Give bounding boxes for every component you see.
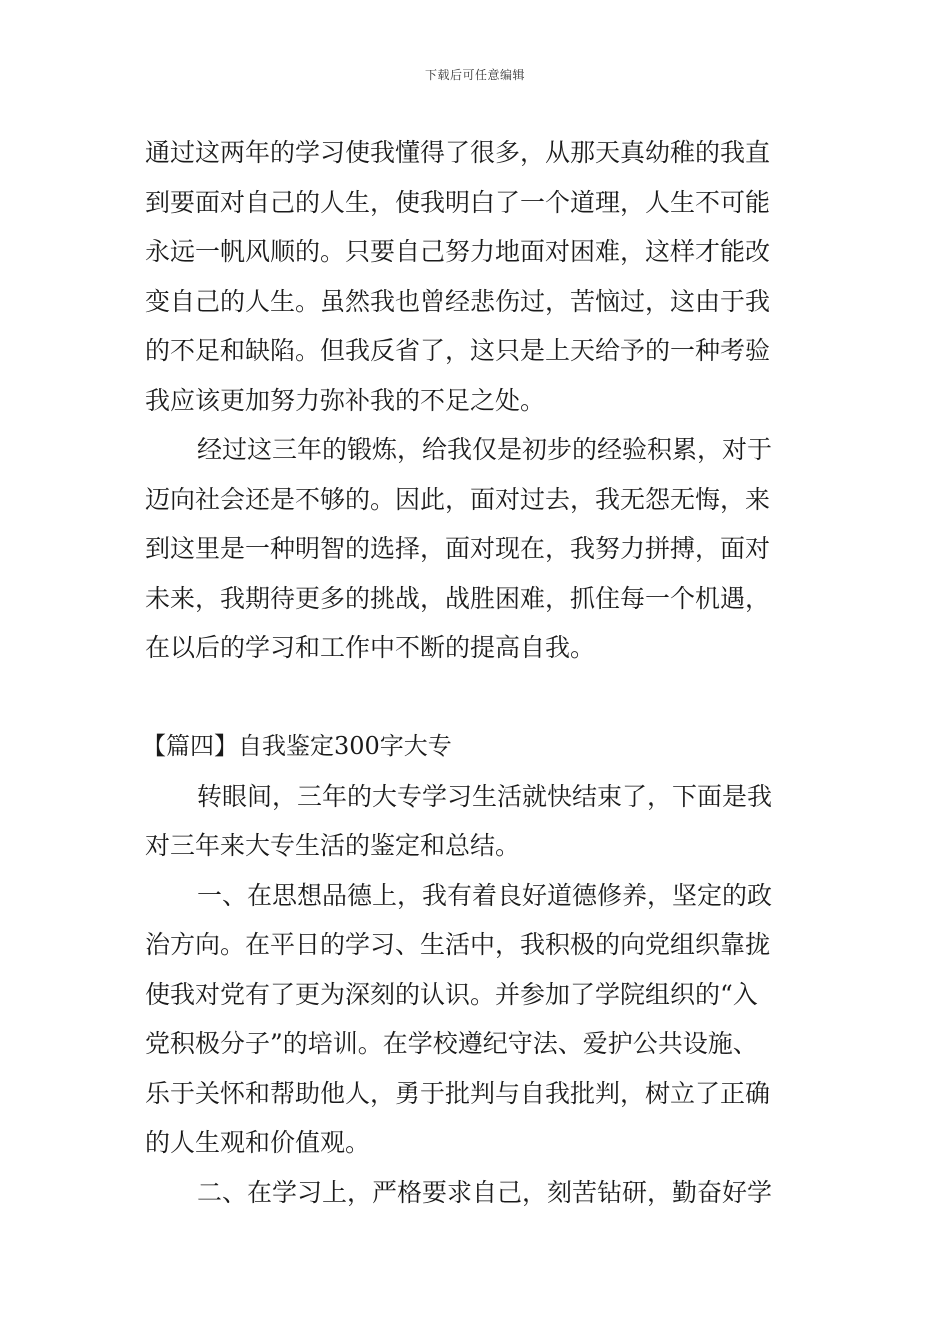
text-line: 永远一帆风顺的。只要自己努力地面对困难，这样才能改 [145, 237, 771, 266]
text-line: 迈向社会还是不够的。因此，面对过去，我无怨无悔，来 [145, 484, 771, 514]
section-paragraph-1 [145, 772, 807, 871]
text-line: 变自己的人生。虽然我也曾经悲伤过，苦恼过，这由于我 [145, 286, 771, 316]
text-line: 转眼间，三年的大专学习生活就快结束了，下面是我 [197, 781, 773, 811]
text-line: 到这里是一种明智的选择，面对现在，我努力拼搏，面对 [145, 534, 771, 563]
text-line: 使我对党有了更为深刻的认识。并参加了学院组织的“入 [145, 979, 758, 1009]
text-line: 二、在学习上，严格要求自己，刻苦钻研，勤奋好学 [197, 1177, 773, 1207]
section-paragraph-3 [145, 1168, 807, 1218]
text-line: 我应该更加努力弥补我的不足之处。 [145, 385, 546, 415]
paragraph-1 [145, 128, 807, 425]
text-line: 的人生观和价值观。 [145, 1128, 371, 1157]
document-body [142, 128, 807, 1217]
text-line: 治方向。在平日的学习、生活中，我积极的向党组织靠拢 [145, 930, 771, 959]
text-line: 党积极分子”的培训。在学校遵纪守法、爱护公共设施、 [145, 1029, 758, 1058]
text-line: 到要面对自己的人生，使我明白了一个道理，人生不可能 [145, 187, 771, 217]
text-line: 在以后的学习和工作中不断的提高自我。 [145, 633, 596, 662]
section-paragraph-2 [145, 871, 807, 1168]
text-line: 一、在思想品德上，我有着良好道德修养，坚定的政 [197, 880, 773, 910]
text-line: 经过这三年的锻炼，给我仅是初步的经验积累，对于 [197, 435, 773, 464]
text-line: 未来，我期待更多的挑战，战胜困难，抓住每一个机遇， [145, 583, 771, 613]
text-line: 通过这两年的学习使我懂得了很多，从那天真幼稚的我直 [145, 138, 771, 167]
text-line: 的不足和缺陷。但我反省了，这只是上天给予的一种考验 [145, 336, 771, 365]
section-heading: 【篇四】自我鉴定300字大专 [142, 732, 452, 760]
text-line: 乐于关怀和帮助他人，勇于批判与自我批判，树立了正确 [145, 1078, 771, 1108]
paragraph-2 [145, 425, 807, 673]
spacer [145, 673, 807, 723]
page-header: 下载后可任意编辑 [424, 68, 525, 82]
text-line: 对三年来大专生活的鉴定和总结。 [145, 831, 521, 860]
